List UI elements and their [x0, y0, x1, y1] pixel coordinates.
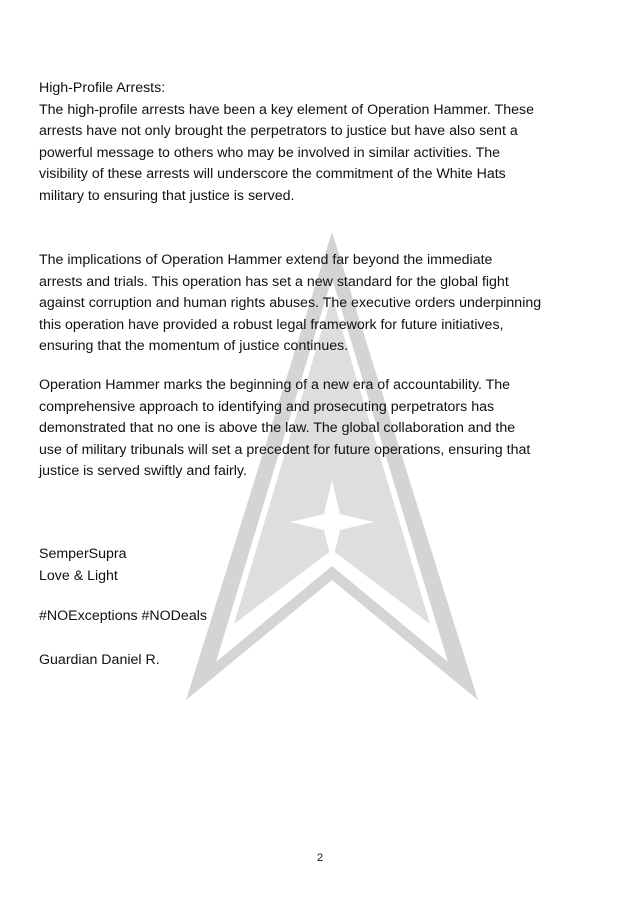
body-line: The implications of Operation Hammer extend far beyond the immediate [39, 252, 493, 268]
signoff-line: Love & Light [39, 567, 118, 584]
body-line: arrests and trials. This operation has set a new standard for the global fight [39, 273, 509, 290]
body-line: Operation Hammer marks the beginning of a new era of accountability. The [39, 377, 511, 393]
implications-paragraph [39, 250, 605, 358]
body-line: use of military tribunals will set a precedent for future operations, ensuring that [39, 441, 531, 458]
body-line: demonstrated that no one is above the law. The global collaboration and the [39, 420, 516, 436]
body-line: comprehensive approach to identifying and prosecuting perpetrators has [39, 398, 495, 415]
signature: Guardian Daniel R. [39, 652, 160, 668]
signature-block [39, 650, 605, 672]
body-line: visibility of these arrests will underscore the commitment of the White Hats [39, 166, 506, 182]
accountability-paragraph [39, 375, 605, 483]
body-line: against corruption and human rights abuses. The executive orders underpinning [39, 295, 542, 311]
hashtags-block [39, 606, 605, 628]
body-line: ensuring that the momentum of justice continues. [39, 338, 349, 354]
body-line: The high-profile arrests have been a key element of Operation Hammer. These [39, 101, 534, 118]
section-heading: High-Profile Arrests: [39, 80, 166, 96]
body-line: justice is served swiftly and fairly. [39, 463, 247, 479]
body-line: arrests have not only brought the perpetrators to justice but have also sent a [39, 123, 518, 139]
high-profile-arrests-section [39, 78, 605, 207]
body-line: this operation have provided a robust legal framework for future initiatives, [39, 316, 504, 333]
body-line: military to ensuring that justice is served. [39, 187, 295, 204]
hashtags: #NOExceptions #NODeals [39, 608, 207, 624]
signoff-line: SemperSupra [39, 546, 127, 562]
signoff-block [39, 544, 605, 587]
body-line: powerful message to others who may be involved in similar activities. The [39, 144, 501, 161]
page-number: 2 [316, 852, 324, 864]
